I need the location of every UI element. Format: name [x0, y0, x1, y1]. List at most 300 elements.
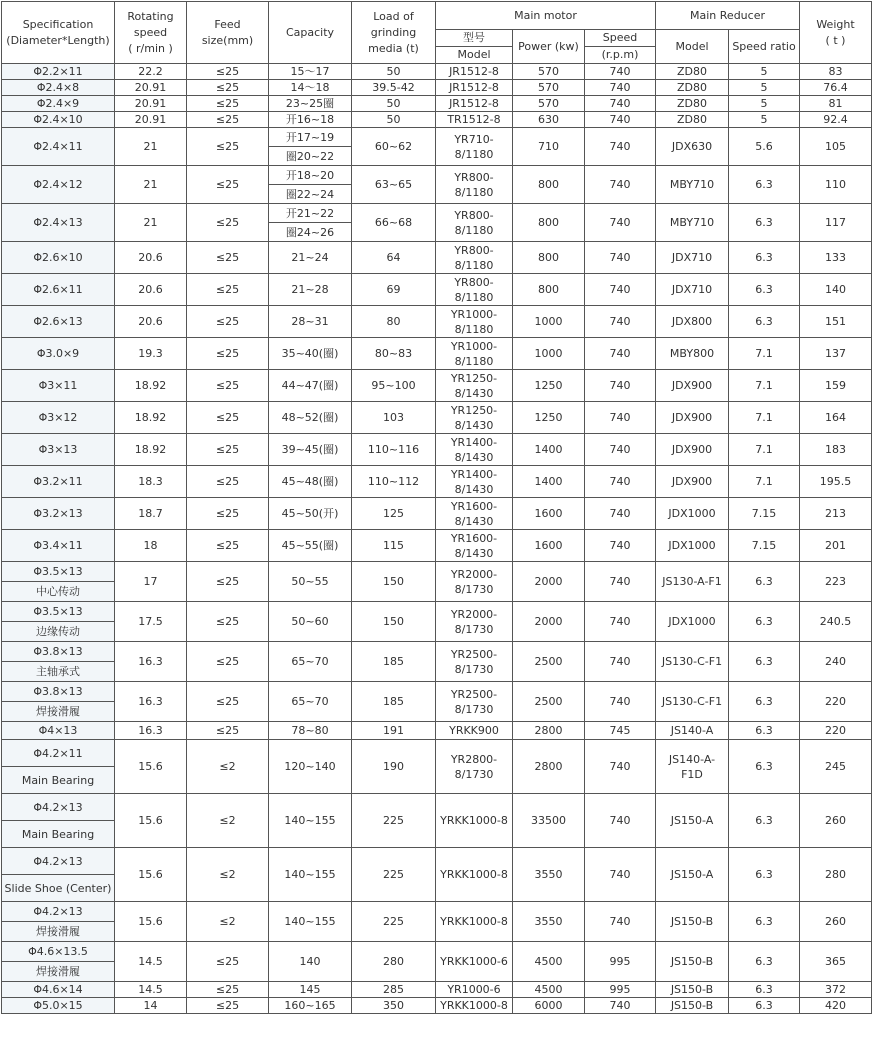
weight-cell: 240.5 [800, 602, 872, 642]
table-row [2, 80, 872, 96]
reducer-model-cell: JDX630 [656, 128, 729, 166]
reducer-model-cell: JDX710 [656, 242, 729, 274]
speed-ratio-cell: 6.3 [729, 274, 800, 306]
speed-ratio-cell: 6.3 [729, 794, 800, 848]
motor-model-cell: YR1400- 8/1430 [436, 434, 513, 466]
table-body [2, 64, 872, 1014]
weight-cell: 164 [800, 402, 872, 434]
speed-ratio-cell: 6.3 [729, 204, 800, 242]
reducer-model-cell: ZD80 [656, 112, 729, 128]
feed-size-cell: ≤25 [187, 204, 269, 242]
speed-cell: 740 [585, 306, 656, 338]
reducer-model-cell: ZD80 [656, 96, 729, 112]
capacity-cell: 圈24~26 [269, 223, 352, 242]
table-row [2, 982, 872, 998]
weight-cell: 223 [800, 562, 872, 602]
capacity-cell: 15～17 [269, 64, 352, 80]
weight-cell: 260 [800, 902, 872, 942]
power-cell: 2800 [513, 740, 585, 794]
feed-size-cell: ≤2 [187, 740, 269, 794]
feed-size-cell: ≤25 [187, 530, 269, 562]
feed-size-cell: ≤25 [187, 338, 269, 370]
speed-ratio-cell: 5 [729, 96, 800, 112]
reducer-model-cell: JDX710 [656, 274, 729, 306]
header-main-reducer: Main Reducer [656, 2, 800, 30]
capacity-cell: 开17~19 [269, 128, 352, 147]
rotating-speed-cell: 20.91 [115, 80, 187, 96]
reducer-model-cell: JDX900 [656, 370, 729, 402]
power-cell: 3550 [513, 902, 585, 942]
rotating-speed-cell: 16.3 [115, 682, 187, 722]
power-cell: 800 [513, 204, 585, 242]
reducer-model-cell: MBY710 [656, 166, 729, 204]
rotating-speed-cell: 21 [115, 166, 187, 204]
speed-ratio-cell: 6.3 [729, 602, 800, 642]
motor-model-cell: JR1512-8 [436, 80, 513, 96]
reducer-model-cell: JS130-C-F1 [656, 682, 729, 722]
weight-cell: 133 [800, 242, 872, 274]
power-cell: 1400 [513, 434, 585, 466]
specification-note-cell: Main Bearing [2, 821, 115, 848]
table-row [2, 530, 872, 562]
capacity-cell: 21~24 [269, 242, 352, 274]
table-row [2, 498, 872, 530]
specification-cell: Φ2.6×10 [2, 242, 115, 274]
header-main-motor: Main motor [436, 2, 656, 30]
weight-cell: 110 [800, 166, 872, 204]
specification-cell: Φ3.2×13 [2, 498, 115, 530]
speed-cell: 740 [585, 128, 656, 166]
rotating-speed-cell: 19.3 [115, 338, 187, 370]
power-cell: 6000 [513, 998, 585, 1014]
weight-cell: 195.5 [800, 466, 872, 498]
rotating-speed-cell: 21 [115, 204, 187, 242]
table-row [2, 942, 872, 962]
header-motor-model: Model [436, 47, 513, 64]
speed-ratio-cell: 6.3 [729, 722, 800, 740]
weight-cell: 220 [800, 682, 872, 722]
power-cell: 630 [513, 112, 585, 128]
rotating-speed-cell: 15.6 [115, 848, 187, 902]
speed-ratio-cell: 7.15 [729, 498, 800, 530]
power-cell: 710 [513, 128, 585, 166]
specification-cell: Φ2.4×11 [2, 128, 115, 166]
reducer-model-cell: JDX1000 [656, 498, 729, 530]
load-cell: 110~112 [352, 466, 436, 498]
feed-size-cell: ≤25 [187, 242, 269, 274]
speed-cell: 995 [585, 982, 656, 998]
capacity-cell: 35~40(圈) [269, 338, 352, 370]
speed-ratio-cell: 6.3 [729, 982, 800, 998]
table-row [2, 794, 872, 821]
capacity-cell: 圈20~22 [269, 147, 352, 166]
speed-ratio-cell: 7.1 [729, 402, 800, 434]
load-cell: 50 [352, 112, 436, 128]
table-row [2, 434, 872, 466]
power-cell: 2800 [513, 722, 585, 740]
weight-cell: 117 [800, 204, 872, 242]
weight-cell: 372 [800, 982, 872, 998]
header-specification: Specification (Diameter*Length) [2, 2, 115, 64]
speed-cell: 740 [585, 64, 656, 80]
capacity-cell: 65~70 [269, 682, 352, 722]
speed-ratio-cell: 7.1 [729, 338, 800, 370]
speed-cell: 740 [585, 562, 656, 602]
rotating-speed-cell: 16.3 [115, 642, 187, 682]
power-cell: 800 [513, 242, 585, 274]
feed-size-cell: ≤2 [187, 902, 269, 942]
speed-cell: 740 [585, 902, 656, 942]
weight-cell: 183 [800, 434, 872, 466]
specification-cell: Φ5.0×15 [2, 998, 115, 1014]
capacity-cell: 开21~22 [269, 204, 352, 223]
motor-model-cell: YR1000- 8/1180 [436, 338, 513, 370]
reducer-model-cell: JDX900 [656, 402, 729, 434]
motor-model-cell: YR1000- 8/1180 [436, 306, 513, 338]
capacity-cell: 45~50(开) [269, 498, 352, 530]
rotating-speed-cell: 15.6 [115, 740, 187, 794]
specification-note-cell: 焊接滑履 [2, 922, 115, 942]
table-row [2, 274, 872, 306]
table-row [2, 682, 872, 702]
table-row [2, 96, 872, 112]
motor-model-cell: YR800- 8/1180 [436, 242, 513, 274]
table-row [2, 338, 872, 370]
header-capacity: Capacity [269, 2, 352, 64]
specification-cell: Φ2.4×12 [2, 166, 115, 204]
feed-size-cell: ≤2 [187, 848, 269, 902]
rotating-speed-cell: 18.92 [115, 434, 187, 466]
speed-cell: 740 [585, 498, 656, 530]
specification-note-cell: 中心传动 [2, 582, 115, 602]
specification-cell: Φ3×13 [2, 434, 115, 466]
power-cell: 2000 [513, 562, 585, 602]
speed-ratio-cell: 5 [729, 64, 800, 80]
feed-size-cell: ≤25 [187, 998, 269, 1014]
feed-size-cell: ≤25 [187, 128, 269, 166]
feed-size-cell: ≤25 [187, 306, 269, 338]
motor-model-cell: YR1600- 8/1430 [436, 498, 513, 530]
feed-size-cell: ≤2 [187, 794, 269, 848]
capacity-cell: 120~140 [269, 740, 352, 794]
feed-size-cell: ≤25 [187, 166, 269, 204]
speed-cell: 740 [585, 466, 656, 498]
feed-size-cell: ≤25 [187, 274, 269, 306]
specification-cell: Φ4.6×13.5 [2, 942, 115, 962]
table-row [2, 740, 872, 767]
speed-cell: 740 [585, 848, 656, 902]
speed-ratio-cell: 6.3 [729, 306, 800, 338]
capacity-cell: 50~60 [269, 602, 352, 642]
rotating-speed-cell: 20.91 [115, 112, 187, 128]
power-cell: 570 [513, 80, 585, 96]
table-row [2, 402, 872, 434]
power-cell: 570 [513, 96, 585, 112]
table-row [2, 112, 872, 128]
feed-size-cell: ≤25 [187, 722, 269, 740]
reducer-model-cell: ZD80 [656, 64, 729, 80]
feed-size-cell: ≤25 [187, 402, 269, 434]
table-row [2, 166, 872, 185]
reducer-model-cell: MBY800 [656, 338, 729, 370]
power-cell: 570 [513, 64, 585, 80]
rotating-speed-cell: 14.5 [115, 982, 187, 998]
feed-size-cell: ≤25 [187, 96, 269, 112]
motor-model-cell: YR1000-6 [436, 982, 513, 998]
specification-cell: Φ4.2×11 [2, 740, 115, 767]
rotating-speed-cell: 20.6 [115, 306, 187, 338]
speed-ratio-cell: 5.6 [729, 128, 800, 166]
weight-cell: 280 [800, 848, 872, 902]
load-cell: 50 [352, 96, 436, 112]
capacity-cell: 21~28 [269, 274, 352, 306]
load-cell: 225 [352, 794, 436, 848]
speed-ratio-cell: 7.15 [729, 530, 800, 562]
specification-cell: Φ2.6×11 [2, 274, 115, 306]
capacity-cell: 145 [269, 982, 352, 998]
motor-model-cell: YR800- 8/1180 [436, 204, 513, 242]
power-cell: 4500 [513, 982, 585, 998]
reducer-model-cell: MBY710 [656, 204, 729, 242]
speed-ratio-cell: 6.3 [729, 562, 800, 602]
weight-cell: 81 [800, 96, 872, 112]
specification-cell: Φ4×13 [2, 722, 115, 740]
speed-cell: 995 [585, 942, 656, 982]
capacity-cell: 开16~18 [269, 112, 352, 128]
load-cell: 150 [352, 562, 436, 602]
speed-cell: 740 [585, 602, 656, 642]
specification-cell: Φ3.8×13 [2, 642, 115, 662]
reducer-model-cell: JDX900 [656, 434, 729, 466]
load-cell: 103 [352, 402, 436, 434]
capacity-cell: 50~55 [269, 562, 352, 602]
speed-ratio-cell: 6.3 [729, 166, 800, 204]
table-row [2, 562, 872, 582]
header-speed-unit: (r.p.m) [585, 47, 656, 64]
weight-cell: 83 [800, 64, 872, 80]
specification-note-cell: 焊接滑履 [2, 962, 115, 982]
weight-cell: 137 [800, 338, 872, 370]
capacity-cell: 39~45(圈) [269, 434, 352, 466]
specification-cell: Φ3×12 [2, 402, 115, 434]
reducer-model-cell: JDX1000 [656, 602, 729, 642]
motor-model-cell: YRKK1000-8 [436, 848, 513, 902]
load-cell: 69 [352, 274, 436, 306]
motor-model-cell: YRKK1000-8 [436, 794, 513, 848]
weight-cell: 365 [800, 942, 872, 982]
power-cell: 2500 [513, 682, 585, 722]
speed-cell: 740 [585, 242, 656, 274]
feed-size-cell: ≤25 [187, 112, 269, 128]
motor-model-cell: YRKK1000-8 [436, 998, 513, 1014]
speed-cell: 740 [585, 402, 656, 434]
rotating-speed-cell: 18.92 [115, 402, 187, 434]
power-cell: 33500 [513, 794, 585, 848]
motor-model-cell: YR1400- 8/1430 [436, 466, 513, 498]
weight-cell: 240 [800, 642, 872, 682]
speed-cell: 740 [585, 338, 656, 370]
speed-ratio-cell: 5 [729, 80, 800, 96]
specification-cell: Φ2.4×8 [2, 80, 115, 96]
load-cell: 66~68 [352, 204, 436, 242]
load-cell: 125 [352, 498, 436, 530]
speed-cell: 740 [585, 530, 656, 562]
feed-size-cell: ≤25 [187, 682, 269, 722]
weight-cell: 105 [800, 128, 872, 166]
capacity-cell: 开18~20 [269, 166, 352, 185]
reducer-model-cell: JS150-B [656, 902, 729, 942]
power-cell: 1600 [513, 498, 585, 530]
specification-cell: Φ4.2×13 [2, 902, 115, 922]
rotating-speed-cell: 20.91 [115, 96, 187, 112]
motor-model-cell: YR2500- 8/1730 [436, 642, 513, 682]
load-cell: 285 [352, 982, 436, 998]
weight-cell: 201 [800, 530, 872, 562]
specification-cell: Φ2.4×10 [2, 112, 115, 128]
capacity-cell: 圈22~24 [269, 185, 352, 204]
header-power: Power (kw) [513, 30, 585, 64]
rotating-speed-cell: 15.6 [115, 902, 187, 942]
weight-cell: 92.4 [800, 112, 872, 128]
power-cell: 1600 [513, 530, 585, 562]
table-row [2, 602, 872, 622]
reducer-model-cell: JS150-A [656, 848, 729, 902]
load-cell: 50 [352, 64, 436, 80]
table-row [2, 466, 872, 498]
capacity-cell: 160~165 [269, 998, 352, 1014]
motor-model-cell: YRKK1000-8 [436, 902, 513, 942]
specification-cell: Φ2.2×11 [2, 64, 115, 80]
specification-cell: Φ3.4×11 [2, 530, 115, 562]
speed-ratio-cell: 6.3 [729, 902, 800, 942]
specification-note-cell: 焊接滑履 [2, 702, 115, 722]
speed-cell: 740 [585, 96, 656, 112]
rotating-speed-cell: 17 [115, 562, 187, 602]
motor-model-cell: YR800- 8/1180 [436, 166, 513, 204]
speed-ratio-cell: 6.3 [729, 642, 800, 682]
specification-cell: Φ3×11 [2, 370, 115, 402]
power-cell: 1250 [513, 402, 585, 434]
load-cell: 185 [352, 642, 436, 682]
table-row [2, 306, 872, 338]
weight-cell: 213 [800, 498, 872, 530]
specification-cell: Φ3.0×9 [2, 338, 115, 370]
speed-cell: 740 [585, 370, 656, 402]
power-cell: 2500 [513, 642, 585, 682]
specification-cell: Φ2.4×13 [2, 204, 115, 242]
specification-note-cell: Slide Shoe (Center) [2, 875, 115, 902]
rotating-speed-cell: 20.6 [115, 274, 187, 306]
motor-model-cell: YR2000- 8/1730 [436, 562, 513, 602]
speed-cell: 740 [585, 434, 656, 466]
weight-cell: 151 [800, 306, 872, 338]
speed-cell: 740 [585, 794, 656, 848]
speed-cell: 740 [585, 112, 656, 128]
header-load: Load of grinding media (t) [352, 2, 436, 64]
speed-ratio-cell: 6.3 [729, 998, 800, 1014]
motor-model-cell: YR2000- 8/1730 [436, 602, 513, 642]
motor-model-cell: JR1512-8 [436, 96, 513, 112]
load-cell: 190 [352, 740, 436, 794]
motor-model-cell: TR1512-8 [436, 112, 513, 128]
specification-note-cell: 边缘传动 [2, 622, 115, 642]
speed-cell: 740 [585, 682, 656, 722]
load-cell: 64 [352, 242, 436, 274]
feed-size-cell: ≤25 [187, 466, 269, 498]
feed-size-cell: ≤25 [187, 562, 269, 602]
specification-cell: Φ4.2×13 [2, 848, 115, 875]
speed-ratio-cell: 7.1 [729, 434, 800, 466]
weight-cell: 220 [800, 722, 872, 740]
rotating-speed-cell: 17.5 [115, 602, 187, 642]
motor-model-cell: YR1250- 8/1430 [436, 402, 513, 434]
specification-cell: Φ2.4×9 [2, 96, 115, 112]
feed-size-cell: ≤25 [187, 602, 269, 642]
motor-model-cell: YR1250- 8/1430 [436, 370, 513, 402]
rotating-speed-cell: 20.6 [115, 242, 187, 274]
rotating-speed-cell: 22.2 [115, 64, 187, 80]
rotating-speed-cell: 18.3 [115, 466, 187, 498]
speed-ratio-cell: 5 [729, 112, 800, 128]
reducer-model-cell: ZD80 [656, 80, 729, 96]
table-header [2, 2, 872, 64]
reducer-model-cell: JDX1000 [656, 530, 729, 562]
reducer-model-cell: JS140-A- F1D [656, 740, 729, 794]
rotating-speed-cell: 18.92 [115, 370, 187, 402]
motor-model-cell: JR1512-8 [436, 64, 513, 80]
header-speed-ratio: Speed ratio [729, 30, 800, 64]
load-cell: 95~100 [352, 370, 436, 402]
speed-cell: 740 [585, 642, 656, 682]
table-row [2, 64, 872, 80]
capacity-cell: 45~55(圈) [269, 530, 352, 562]
reducer-model-cell: JDX900 [656, 466, 729, 498]
speed-ratio-cell: 6.3 [729, 848, 800, 902]
speed-ratio-cell: 6.3 [729, 242, 800, 274]
capacity-cell: 44~47(圈) [269, 370, 352, 402]
specification-cell: Φ3.2×11 [2, 466, 115, 498]
power-cell: 1000 [513, 338, 585, 370]
table-row [2, 848, 872, 875]
reducer-model-cell: JS150-B [656, 942, 729, 982]
load-cell: 350 [352, 998, 436, 1014]
specification-cell: Φ2.6×13 [2, 306, 115, 338]
speed-cell: 740 [585, 166, 656, 204]
header-feed-size: Feed size(mm) [187, 2, 269, 64]
capacity-cell: 140~155 [269, 848, 352, 902]
weight-cell: 159 [800, 370, 872, 402]
feed-size-cell: ≤25 [187, 64, 269, 80]
reducer-model-cell: JS150-A [656, 794, 729, 848]
speed-ratio-cell: 6.3 [729, 740, 800, 794]
load-cell: 60~62 [352, 128, 436, 166]
load-cell: 63~65 [352, 166, 436, 204]
feed-size-cell: ≤25 [187, 982, 269, 998]
specification-note-cell: 主轴承式 [2, 662, 115, 682]
speed-cell: 740 [585, 998, 656, 1014]
feed-size-cell: ≤25 [187, 942, 269, 982]
load-cell: 110~116 [352, 434, 436, 466]
feed-size-cell: ≤25 [187, 370, 269, 402]
rotating-speed-cell: 16.3 [115, 722, 187, 740]
weight-cell: 76.4 [800, 80, 872, 96]
motor-model-cell: YRKK1000-6 [436, 942, 513, 982]
specification-cell: Φ3.5×13 [2, 602, 115, 622]
rotating-speed-cell: 18 [115, 530, 187, 562]
specification-cell: Φ4.2×13 [2, 794, 115, 821]
capacity-cell: 140 [269, 942, 352, 982]
weight-cell: 245 [800, 740, 872, 794]
